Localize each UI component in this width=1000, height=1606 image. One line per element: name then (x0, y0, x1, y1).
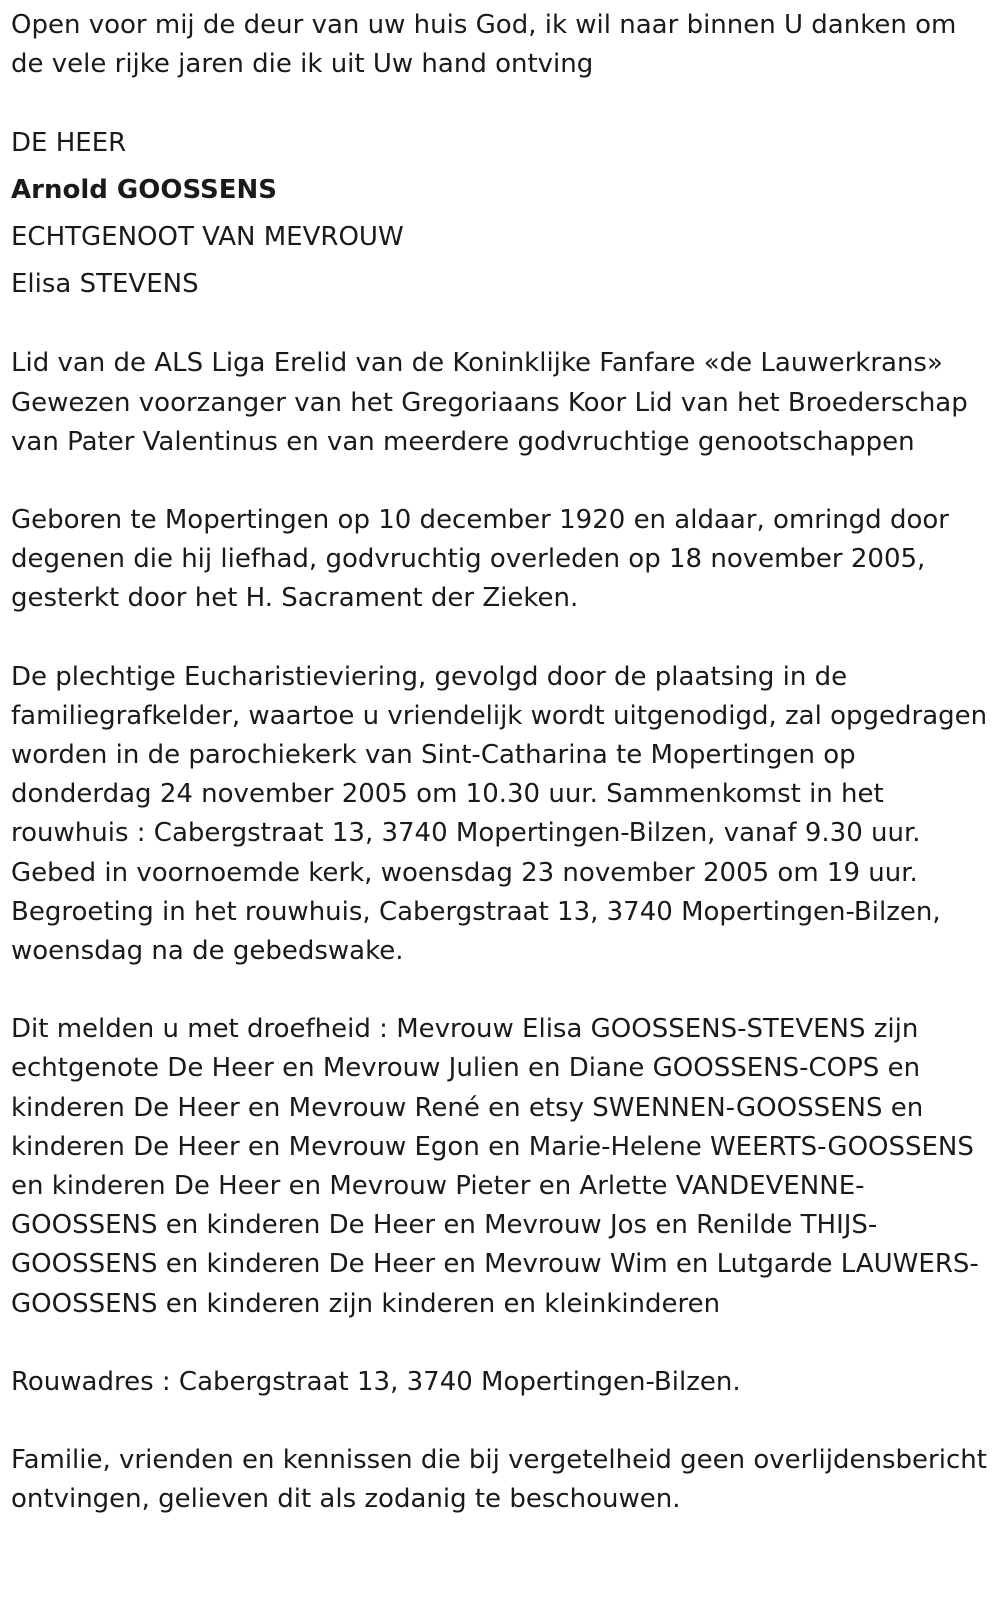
deceased-block (11, 120, 990, 308)
family-paragraph: Dit melden u met droefheid : Mevrouw Elisa GOOSSENS-STEVENS zijn echtgenote De Heer en Mevrouw Julien en Diane GOOSSENS-COPS en kinderen De Heer en Mevrouw René en etsy SWENNEN-GOOSSENS en kinderen De Heer en Mevrouw Egon en Marie-Helene WEERTS-GOOSSENS en kinderen De Heer en Mevrouw Pieter en Arlette VANDEVENNE-GOOSSENS en kinderen De Heer en Mevrouw Jos en Renilde THIJS-GOOSSENS en kinderen De Heer en Mevrouw Wim en Lutgarde LAUWERS-GOOSSENS en kinderen zijn kinderen en kleinkinderen (11, 1014, 979, 1319)
memberships-paragraph: Lid van de ALS Liga Erelid van de Koninklijke Fanfare «de Lauwerkrans» Gewezen voorzanger van het Gregoriaans Koor Lid van het Broederschap van Pater Valentinus en van meerdere godvruchtige genootschappen (11, 348, 968, 457)
spouse-name: Elisa STEVENS (11, 269, 199, 300)
closing-note: Familie, vrienden en kennissen die bij vergetelheid geen overlijdensbericht ontvingen, gelieven dit als zodanig te beschouwen. (11, 1445, 987, 1515)
opening-verse: Open voor mij de deur van uw huis God, ik wil naar binnen U danken om de vele rijke jaren die ik uit Uw hand ontving (11, 10, 957, 80)
mourning-address: Rouwadres : Cabergstraat 13, 3740 Mopertingen-Bilzen. (11, 1366, 741, 1397)
ceremony-paragraph: De plechtige Eucharistieviering, gevolgd door de plaatsing in de familiegrafkelder, waartoe u vriendelijk wordt uitgenodigd, zal opgedragen worden in de parochiekerk van Sint-Catharina te Mopertingen op donderdag 24 november 2005 om 10.30 uur. Sammenkomst in het rouwhuis : Cabergstraat 13, 3740 Mopertingen-Bilzen, vanaf 9.30 uur. Gebed in voornoemde kerk, woensdag 23 november 2005 om 19 uur. Begroeting in het rouwhuis, Cabergstraat 13, 3740 Mopertingen-Bilzen, woensdag na de gebedswake. (11, 661, 988, 967)
deceased-relation: ECHTGENOOT VAN MEVROUW (11, 222, 404, 253)
deceased-name: Arnold GOOSSENS (11, 175, 277, 206)
birth-death-paragraph: Geboren te Mopertingen op 10 december 1920 en aldaar, omringd door degenen die hij liefhad, godvruchtig overleden op 18 november 2005, gesterkt door het H. Sacrament der Zieken. (11, 505, 949, 614)
deceased-title: DE HEER (11, 128, 127, 159)
